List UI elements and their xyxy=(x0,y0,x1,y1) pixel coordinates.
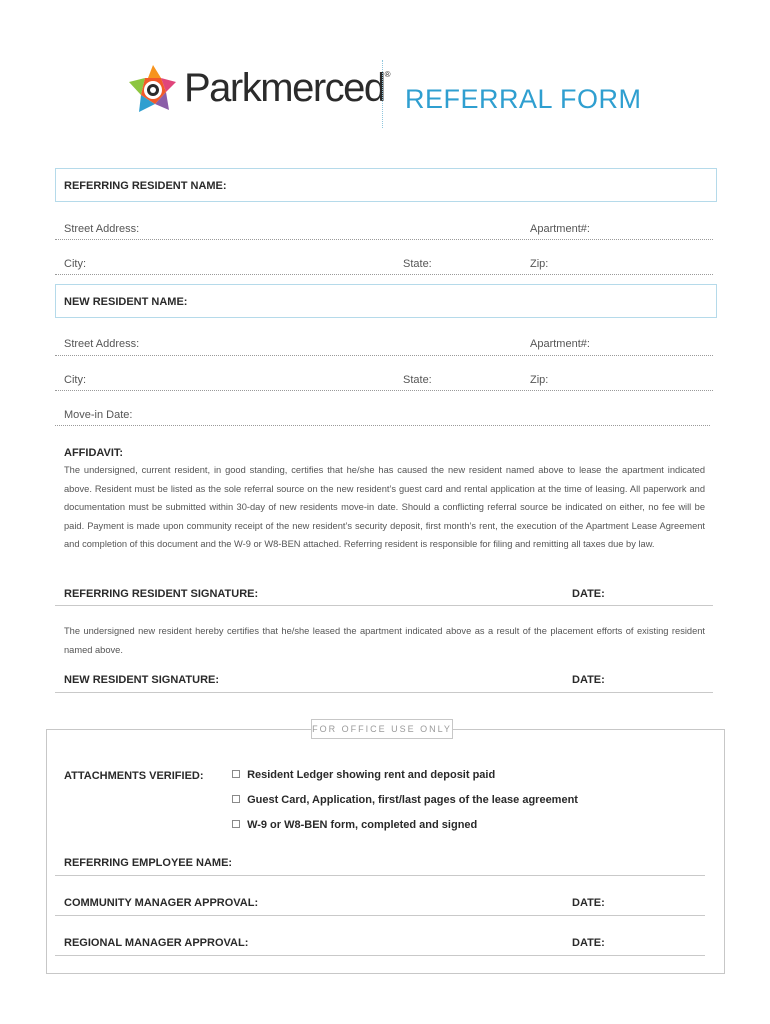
parkmerced-logo-icon xyxy=(128,64,178,116)
referring-city-label: City: xyxy=(64,258,86,270)
referring-employee-label: REFERRING EMPLOYEE NAME: xyxy=(64,857,233,869)
referring-employee-line[interactable] xyxy=(55,875,705,876)
attachment-item-ledger[interactable] xyxy=(232,769,495,781)
attachment-item-guest-card[interactable] xyxy=(232,794,578,806)
checkbox-icon[interactable] xyxy=(232,795,240,803)
community-manager-line[interactable] xyxy=(55,915,705,916)
certify-text: The undersigned new resident hereby certifies that he/she leased the apartment indicated above as a result of the placement efforts of existing resident named above. xyxy=(64,626,705,655)
new-signature-line[interactable] xyxy=(55,692,713,693)
referring-signature-label: REFERRING RESIDENT SIGNATURE: xyxy=(64,588,259,600)
attachment-item-w9[interactable] xyxy=(232,819,477,831)
movein-date-line[interactable] xyxy=(55,425,710,426)
new-city-label: City: xyxy=(64,374,86,386)
referring-state-label: State: xyxy=(403,258,432,270)
new-signature-label: NEW RESIDENT SIGNATURE: xyxy=(64,674,220,686)
new-city-line[interactable] xyxy=(55,390,713,391)
affidavit-text: The undersigned, current resident, in good standing, certifies that he/she has caused the new resident named above to lease the apartment indicated above. Resident must be listed as the sole referral source on the new resident’s guest card and rental application at the time of leasing. All paperwork and documentation must be submitted within 30-day of new residents move-in date. Should a conflicting referral source be indicated on either, no fee will be paid. Payment is made upon community receipt of the new resident’s security deposit, first month’s rent, the execution of the Apartment Lease Agreement and completion of this document and the W-9 or W8-BEN attached. Referring resident is responsible for filing and remitting all taxes due by law. xyxy=(64,465,705,549)
regional-date-label: DATE: xyxy=(572,937,605,949)
regional-manager-label: REGIONAL MANAGER APPROVAL: xyxy=(64,937,249,949)
referring-signature-line[interactable] xyxy=(55,605,713,606)
form-title: REFERRAL FORM xyxy=(405,84,642,114)
attachment-item-label: W-9 or W8-BEN form, completed and signed xyxy=(247,819,478,831)
brand-name: Parkmerced® xyxy=(184,66,391,110)
new-state-label: State: xyxy=(403,374,432,386)
regional-manager-line[interactable] xyxy=(55,955,705,956)
checkbox-icon[interactable] xyxy=(232,770,240,778)
referring-street-line[interactable] xyxy=(55,239,713,240)
registered-mark: ® xyxy=(384,70,391,79)
checkbox-icon[interactable] xyxy=(232,820,240,828)
referring-name-label: REFERRING RESIDENT NAME: xyxy=(64,180,227,192)
new-resident-name-label: NEW RESIDENT NAME: xyxy=(64,296,188,308)
referring-street-label: Street Address: xyxy=(64,223,140,235)
affidavit-heading: AFFIDAVIT: xyxy=(64,447,124,459)
new-date-label: DATE: xyxy=(572,674,605,686)
new-street-line[interactable] xyxy=(55,355,713,356)
office-use-tag: FOR OFFICE USE ONLY xyxy=(311,719,453,739)
community-date-label: DATE: xyxy=(572,897,605,909)
attachments-verified-label: ATTACHMENTS VERIFIED: xyxy=(64,770,204,782)
header-divider xyxy=(382,60,383,128)
referring-zip-label: Zip: xyxy=(530,258,549,270)
referring-date-label: DATE: xyxy=(572,588,605,600)
movein-date-label: Move-in Date: xyxy=(64,409,133,421)
attachment-item-label: Resident Ledger showing rent and deposit paid xyxy=(247,769,496,781)
new-apartment-label: Apartment#: xyxy=(530,338,590,350)
community-manager-label: COMMUNITY MANAGER APPROVAL: xyxy=(64,897,259,909)
referring-apartment-label: Apartment#: xyxy=(530,223,590,235)
new-zip-label: Zip: xyxy=(530,374,549,386)
attachment-item-label: Guest Card, Application, first/last pages of the lease agreement xyxy=(247,794,578,806)
new-street-label: Street Address: xyxy=(64,338,140,350)
referring-city-line[interactable] xyxy=(55,274,713,275)
